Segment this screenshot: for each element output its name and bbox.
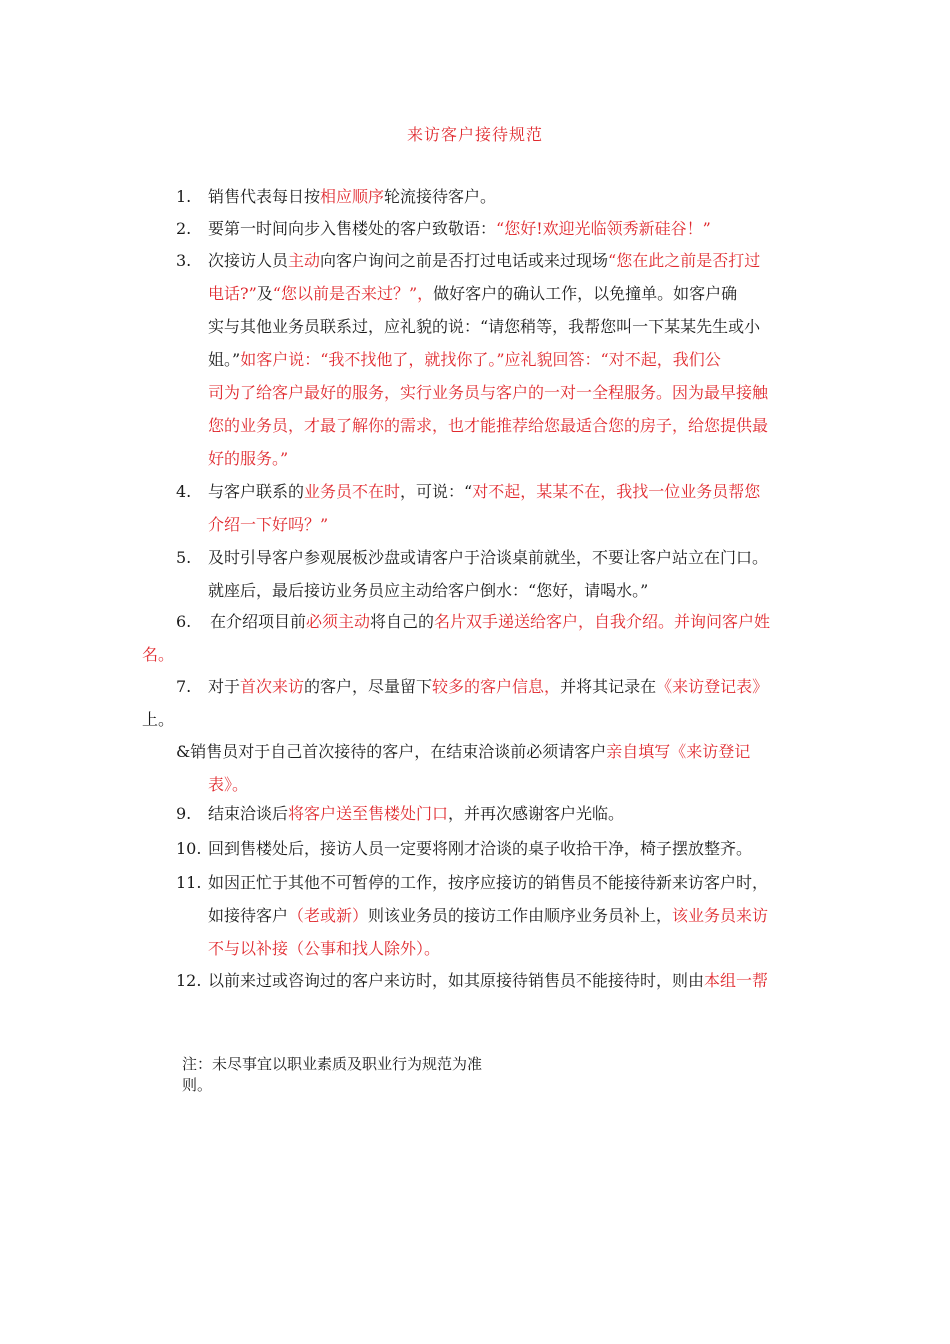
item-number: 2.	[176, 219, 192, 238]
item-line	[208, 932, 440, 965]
item-line	[208, 244, 760, 277]
highlighted-text: “您在此之前是否打过	[608, 251, 761, 270]
highlighted-text: 《来访登记表》	[656, 677, 769, 696]
item-line	[208, 277, 737, 310]
item-line	[208, 212, 711, 245]
item-number: 4.	[176, 482, 192, 501]
highlighted-text: （老或新）	[288, 906, 369, 925]
item-number: 1.	[176, 187, 192, 206]
item-number: 3.	[176, 251, 192, 270]
highlighted-text: 不与以补接（公事和找人除外）。	[208, 939, 441, 958]
highlighted-text: 好的服务。”	[208, 449, 289, 468]
body-text: 将自己的	[370, 612, 435, 631]
item-line	[208, 409, 768, 442]
item-line	[208, 541, 768, 574]
highlighted-text: 您的业务员，才最了解你的需求，也才能推荐给您最适合您的房子，给您提供最	[208, 416, 769, 435]
body-text: 对于	[208, 677, 241, 696]
item-line	[208, 310, 760, 343]
body-text: 姐。”	[208, 350, 241, 369]
body-text: 在介绍项目前	[210, 612, 307, 631]
body-text: 上。	[142, 710, 175, 729]
highlighted-text: 名。	[142, 645, 175, 664]
body-text: 与客户联系的	[208, 482, 305, 501]
item-line	[208, 899, 768, 932]
item-line	[208, 475, 760, 508]
body-text: 及时引导客户参观展板沙盘或请客户于洽谈桌前就坐，不要让客户站立在门口。	[208, 548, 769, 567]
item-number: 10.	[176, 839, 202, 858]
body-text: ，可说：“	[400, 482, 473, 501]
body-text: 则该业务员的接访工作由顺序业务员补上，	[368, 906, 673, 925]
highlighted-text: 首次来访	[240, 677, 305, 696]
body-text: 就座后，最后接访业务员应主动给客户倒水：“您好，请喝水。”	[208, 581, 649, 600]
body-text: 并将其记录在	[560, 677, 657, 696]
highlighted-text: 主动	[288, 251, 321, 270]
body-text: 做好客户的确认工作，以免撞单。如客户确	[433, 284, 738, 303]
body-text: 结束洽谈后	[208, 804, 289, 823]
body-text: 次接访人员	[208, 251, 289, 270]
item-number: 12.	[176, 971, 202, 990]
item-line	[208, 442, 288, 475]
highlighted-text: “您好!欢迎光临领秀新硅谷！”	[496, 219, 711, 238]
highlighted-text: 业务员不在时	[304, 482, 401, 501]
body-text: 如接待客户	[208, 906, 289, 925]
item-line	[208, 180, 496, 213]
item-line	[208, 508, 328, 541]
item-number: 6.	[176, 612, 192, 631]
item-line	[176, 735, 750, 768]
highlighted-text: 亲自填写《来访登记	[606, 742, 751, 761]
item-line	[208, 866, 768, 899]
item-line	[208, 574, 648, 607]
item-number: 7.	[176, 677, 192, 696]
item-line	[208, 832, 752, 865]
footnote	[182, 1054, 542, 1096]
highlighted-text: “您以前是否来过？”，	[272, 284, 434, 303]
item-number: 11.	[176, 873, 202, 892]
body-text: 如因正忙于其他不可暂停的工作，按序应接访的销售员不能接待新来访客户时，	[208, 873, 769, 892]
item-line	[210, 605, 770, 638]
body-text: ，并再次感谢客户光临。	[448, 804, 625, 823]
body-text: 及	[256, 284, 273, 303]
highlighted-text: 较多的客户信息，	[432, 677, 561, 696]
item-number: 5.	[176, 548, 192, 567]
highlighted-text: 表》。	[208, 775, 249, 794]
body-text: 销售代表每日按	[208, 187, 321, 206]
highlighted-text: 介绍一下好吗？”	[208, 515, 329, 534]
body-text: 以前来过或咨询过的客户来访时，如其原接待销售员不能接待时，则由	[208, 971, 705, 990]
item-line	[208, 670, 768, 703]
highlighted-text: 如客户说：“我不找他了，就找你了。”应礼貌回答：“对不起，我们公	[240, 350, 721, 369]
body-text: 回到售楼处后，接访人员一定要将刚才洽谈的桌子收拾干净，椅子摆放整齐。	[208, 839, 753, 858]
item-line	[142, 638, 174, 671]
item-line	[208, 343, 721, 376]
item-line	[142, 703, 174, 736]
document-title: 来访客户接待规范	[406, 125, 543, 144]
item-number: 9.	[176, 804, 192, 823]
highlighted-text: 相应顺序	[320, 187, 385, 206]
body-text: &销售员对于自己首次接待的客户，在结束洽谈前必须请客户	[176, 742, 607, 761]
item-line	[208, 964, 768, 997]
item-line	[208, 797, 624, 830]
body-text: 的客户，尽量留下	[304, 677, 433, 696]
highlighted-text: 必须主动	[306, 612, 371, 631]
body-text: 要第一时间向步入售楼处的客户致敬语：	[208, 219, 497, 238]
highlighted-text: 该业务员来访	[672, 906, 769, 925]
body-text: 向客户询问之前是否打过电话或来过现场	[320, 251, 609, 270]
highlighted-text: 名片双手递送给客户，自我介绍。并询问客户姓	[434, 612, 771, 631]
item-line	[208, 376, 768, 409]
footnote-line-1: 注：未尽事宜以职业素质及职业行为规范为准	[182, 1055, 483, 1073]
body-text: 轮流接待客户。	[384, 187, 497, 206]
highlighted-text: 本组一帮	[704, 971, 769, 990]
highlighted-text: 电话?”	[208, 284, 257, 303]
highlighted-text: 将客户送至售楼处门口	[288, 804, 449, 823]
body-text: 实与其他业务员联系过，应礼貌的说：“请您稍等，我帮您叫一下某某先生或小	[208, 317, 761, 336]
footnote-line-2: 则。	[182, 1076, 213, 1094]
highlighted-text: 司为了给客户最好的服务，实行业务员与客户的一对一全程服务。因为最早接触	[208, 383, 769, 402]
highlighted-text: 对不起，某某不在，我找一位业务员帮您	[472, 482, 761, 501]
